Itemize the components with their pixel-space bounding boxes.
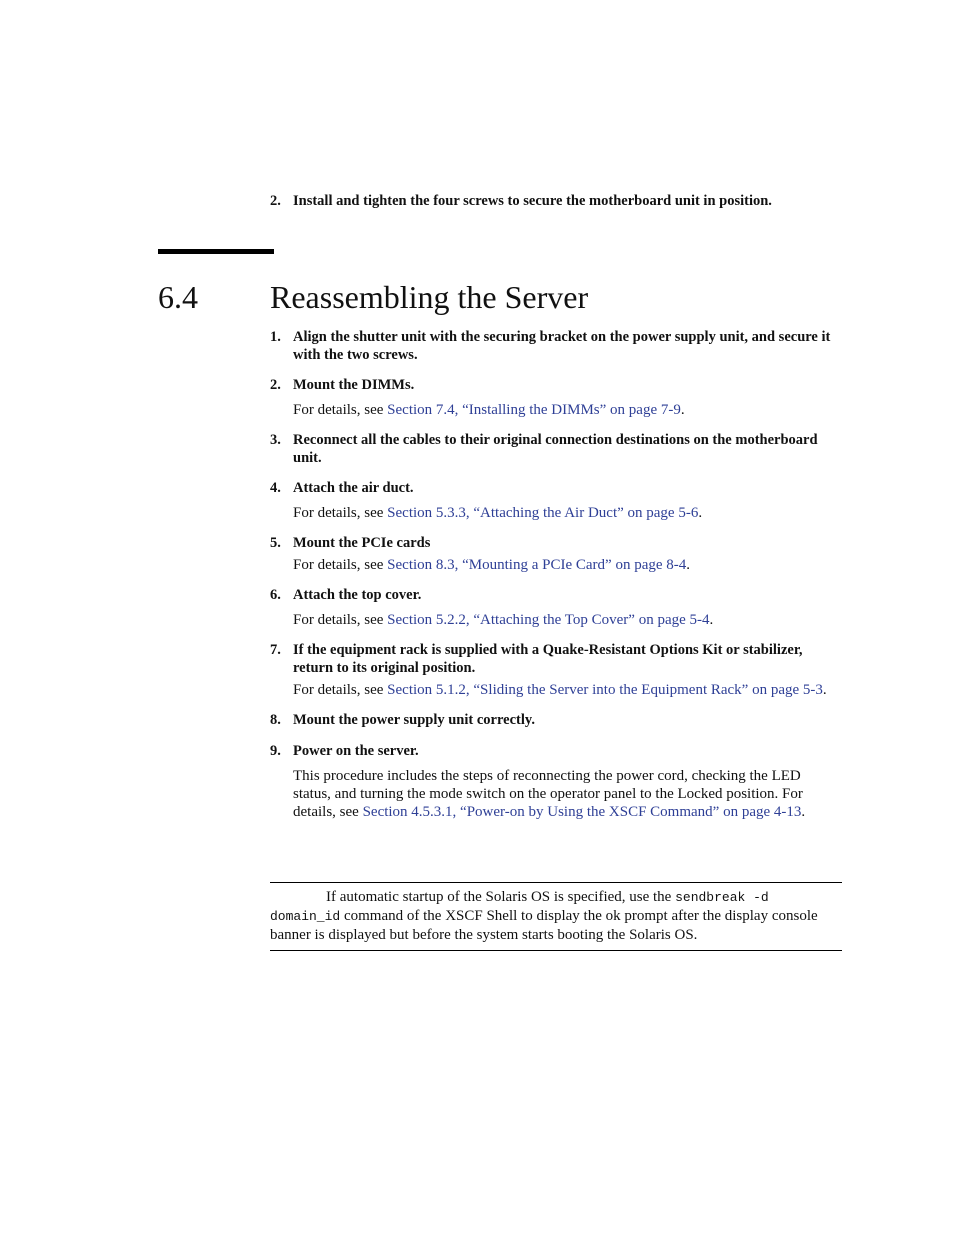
detail-prefix: For details, see [293, 557, 388, 573]
step-detail [293, 401, 842, 419]
step-title: Attach the air duct. [293, 480, 414, 496]
step-title: Mount the DIMMs. [293, 377, 415, 393]
detail-suffix: . [801, 804, 806, 820]
note-box [270, 882, 842, 951]
step-number: 9. [270, 743, 281, 759]
step-title: Attach the top cover. [293, 587, 422, 603]
step-number: 2. [270, 377, 281, 393]
step-number: 8. [270, 712, 281, 728]
detail-prefix: For details, see [293, 682, 388, 698]
detail-suffix: . [686, 557, 691, 573]
step-list [270, 328, 842, 833]
detail-suffix: . [680, 402, 685, 418]
step-title: If the equipment rack is supplied with a Quake-Resistant Options Kit or stabilizer, return to its original position. [293, 642, 803, 676]
section-rule [158, 249, 274, 254]
step-title: Power on the server. [293, 743, 419, 759]
step-detail [293, 767, 842, 821]
detail-suffix: . [822, 682, 827, 698]
cross-reference-link[interactable]: Section 8.3, “Mounting a PCIe Card” on page 8-4 [387, 557, 687, 573]
note-text-1: If automatic startup of the Solaris OS is specified, use the [326, 889, 676, 905]
step-detail [293, 681, 842, 699]
detail-prefix: For details, see [293, 612, 388, 628]
detail-suffix: . [698, 505, 703, 521]
step-9 [270, 742, 842, 821]
step-number: 1. [270, 329, 281, 345]
step-number: 4. [270, 480, 281, 496]
cross-reference-link[interactable]: Section 7.4, “Installing the DIMMs” on page 7-9 [387, 402, 681, 418]
cross-reference-link[interactable]: Section 4.5.3.1, “Power-on by Using the XSCF Command” on page 4-13 [362, 804, 802, 820]
cross-reference-link[interactable]: Section 5.2.2, “Attaching the Top Cover” on page 5-4 [387, 612, 710, 628]
note-text-2: command of the XSCF Shell to display the ok prompt after the display console banner is displayed but before the system starts booting the Solaris OS. [270, 908, 818, 943]
step-5 [270, 534, 842, 574]
step-detail [293, 556, 842, 574]
detail-prefix: For details, see [293, 505, 388, 521]
step-2 [270, 376, 842, 419]
step-7 [270, 641, 842, 699]
step-1 [270, 328, 842, 364]
previous-step-text: Install and tighten the four screws to secure the motherboard unit in position. [293, 193, 772, 209]
detail-suffix: . [709, 612, 714, 628]
previous-step [270, 192, 850, 210]
step-title: Mount the PCIe cards [293, 535, 431, 551]
step-4 [270, 479, 842, 522]
step-number: 7. [270, 642, 281, 658]
step-3 [270, 431, 842, 467]
step-8 [270, 711, 842, 729]
step-title: Align the shutter unit with the securing bracket on the power supply unit, and secure it with the two screws. [293, 329, 831, 363]
step-title: Reconnect all the cables to their original connection destinations on the motherboard unit. [293, 432, 818, 466]
section-title: Reassembling the Server [270, 279, 589, 315]
step-6 [270, 586, 842, 629]
cross-reference-link[interactable]: Section 5.3.3, “Attaching the Air Duct” on page 5-6 [387, 505, 699, 521]
section-number: 6.4 [158, 279, 198, 315]
step-number: 3. [270, 432, 281, 448]
step-detail [293, 504, 842, 522]
detail-prefix: For details, see [293, 402, 388, 418]
step-number: 6. [270, 587, 281, 603]
step-detail [293, 611, 842, 629]
detail-prefix: This procedure includes the steps of reconnecting the power cord, checking the LED status, and turning the mode switch on the operator panel to the Locked position. For details, see [293, 768, 803, 820]
note-command: sendbreak -d domain_id [270, 890, 769, 924]
cross-reference-link[interactable]: Section 5.1.2, “Sliding the Server into the Equipment Rack” on page 5-3 [387, 682, 823, 698]
step-title: Mount the power supply unit correctly. [293, 712, 535, 728]
previous-step-number: 2. [270, 193, 281, 209]
step-number: 5. [270, 535, 281, 551]
